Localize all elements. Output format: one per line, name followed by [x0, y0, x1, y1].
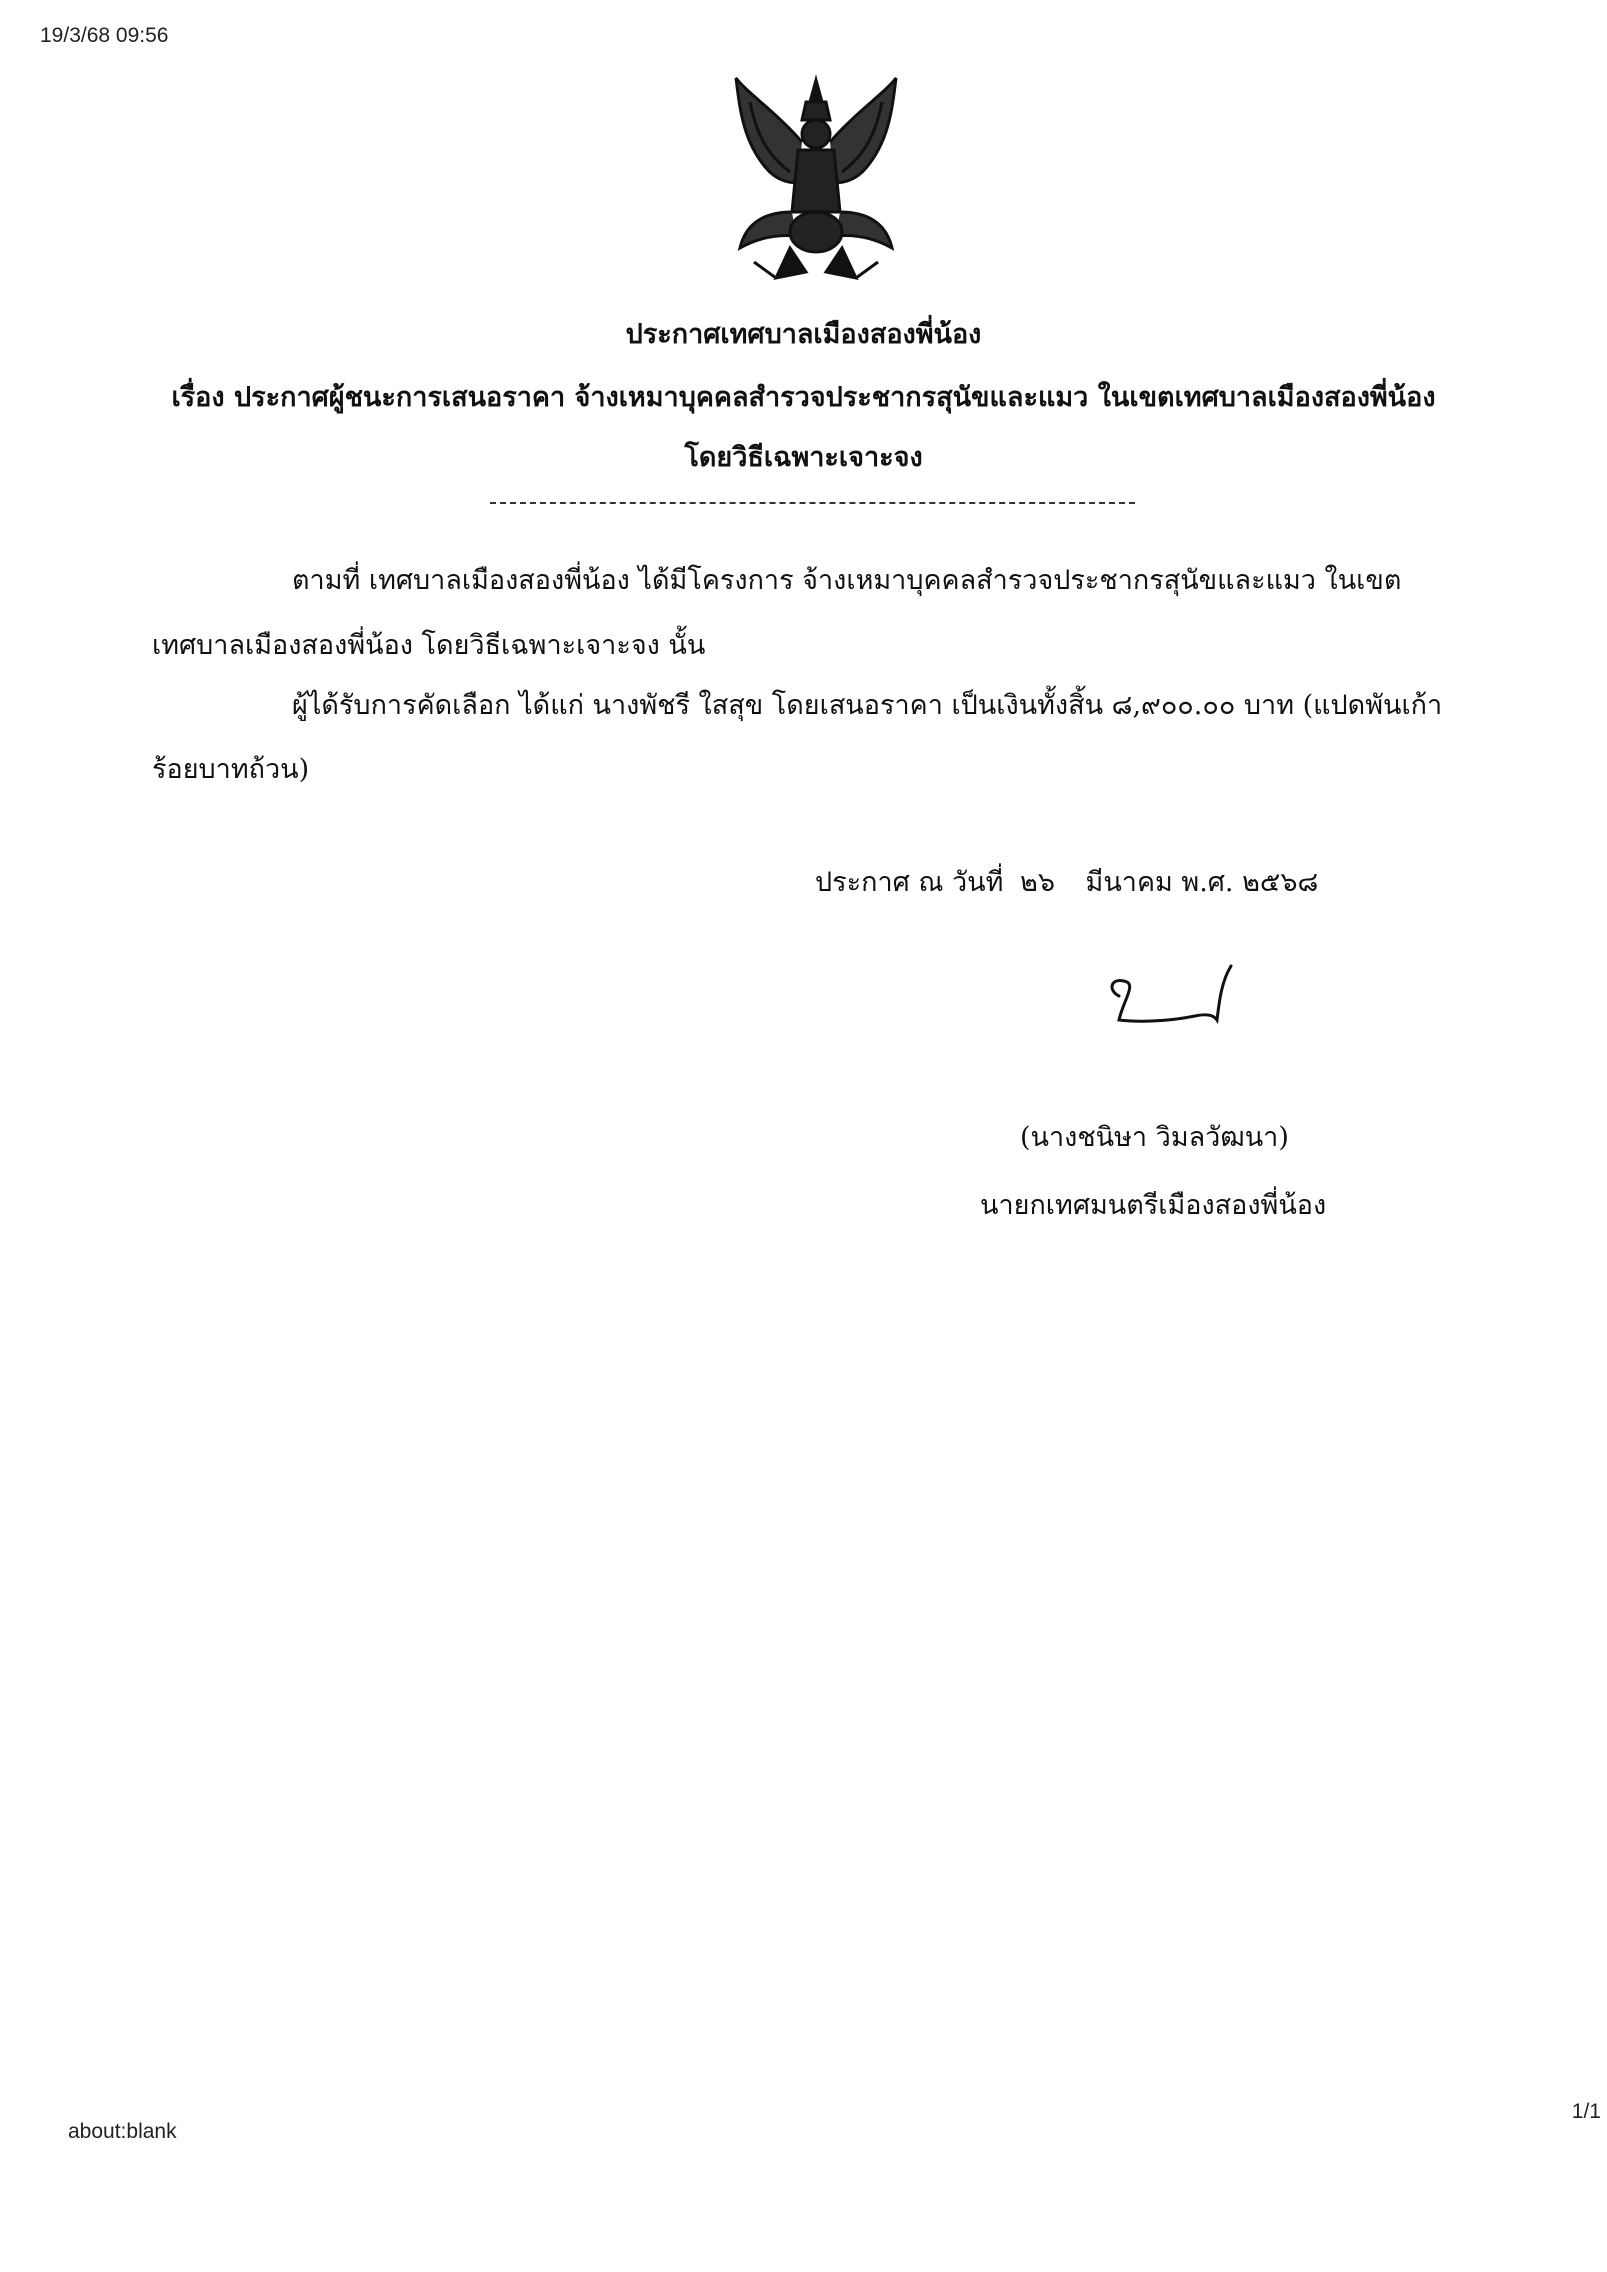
- announcement-subject: เรื่อง ประกาศผู้ชนะการเสนอราคา จ้างเหมาบุคคลสำรวจประชากรสุนัขและแมว ในเขตเทศบาลเมืองสองพี่น้อง: [171, 382, 1436, 413]
- announcement-heading: ประกาศเทศบาลเมืองสองพี่น้อง: [625, 319, 982, 350]
- print-footer-url: about:blank: [68, 2120, 177, 2143]
- dashed-divider: [490, 502, 1135, 504]
- announcement-date: [815, 860, 1318, 903]
- print-footer-page: 1/1: [1571, 2100, 1601, 2123]
- announcement-method: โดยวิธีเฉพาะเจาะจง: [684, 442, 923, 473]
- date-prefix: ประกาศ ณ วันที่: [815, 867, 1004, 898]
- signer-name: (นางชนิษา วิมลวัฒนา): [1020, 1122, 1289, 1153]
- date-day: ๒๖: [1020, 867, 1055, 898]
- signature: [1105, 960, 1245, 1040]
- body-line-3: ผู้ได้รับการคัดเลือก ได้แก่ นางพัชรี ใสสุข โดยเสนอราคา เป็นเงินทั้งสิ้น ๘,๙๐๐.๐๐ บาท (แปดพันเก้า: [292, 690, 1443, 721]
- date-month-year: มีนาคม พ.ศ. ๒๕๖๘: [1085, 867, 1319, 898]
- print-header-datetime: 19/3/68 09:56: [40, 24, 169, 47]
- body-line-1: ตามที่ เทศบาลเมืองสองพี่น้อง ได้มีโครงการ จ้างเหมาบุคคลสำรวจประชากรสุนัขและแมว ในเขต: [292, 565, 1402, 596]
- signer-title: นายกเทศมนตรีเมืองสองพี่น้อง: [980, 1190, 1327, 1221]
- garuda-emblem-icon: [706, 72, 926, 292]
- body-line-4: ร้อยบาทถ้วน): [152, 754, 310, 785]
- body-line-2: เทศบาลเมืองสองพี่น้อง โดยวิธีเฉพาะเจาะจง นั้น: [152, 630, 706, 661]
